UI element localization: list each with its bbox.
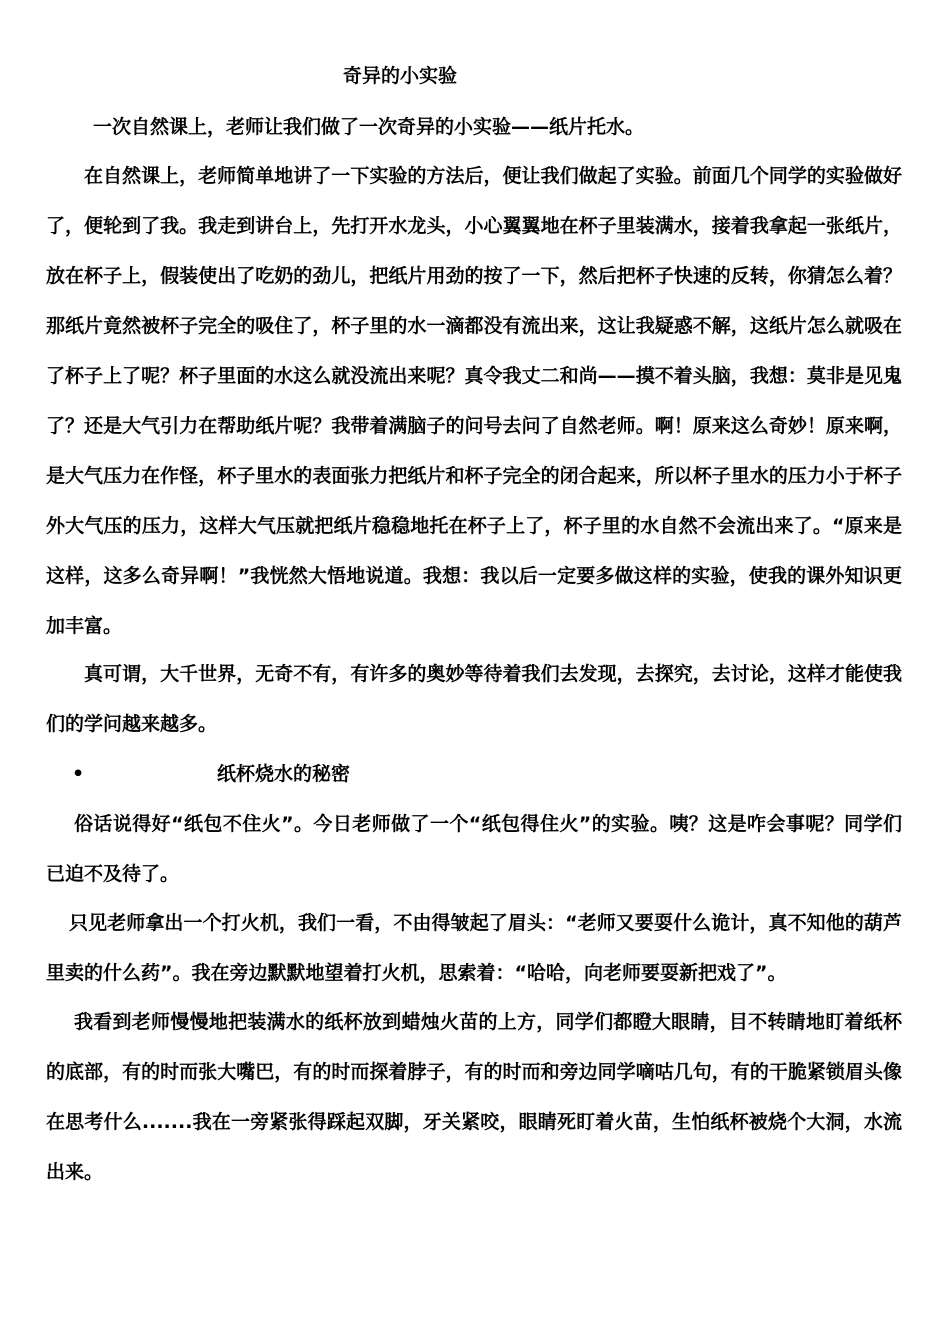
paragraph-experiment: 在自然课上，老师简单地讲了一下实验的方法后，便让我们做起了实验。前面几个同学的实验做好了，便轮到了我。我走到讲台上，先打开水龙头，小心翼翼地在杯子里装满水，接着我拿起一张纸片，放在杯子上，假装使出了吃奶的劲儿，把纸片用劲的按了一下，然后把杯子快速的反转，你猜怎么着？那纸片竟然被杯子完全的吸住了，杯子里的水一滴都没有流出来，这让我疑惑不解，这纸片怎么就吸在了杯子上了呢？杯子里面的水这么就没流出来呢？真令我丈二和尚——摸不着头脑，我想：莫非是见鬼了？还是大气引力在帮助纸片呢？我带着满脑子的问号去问了自然老师。啊！原来这么奇妙！原来啊，是大气压力在作怪，杯子里水的表面张力把纸片和杯子完全的闭合起来，所以杯子里水的压力小于杯子外大气压的压力，这样大气压就把纸片稳稳地托在杯子上了，杯子里的水自然不会流出来了。“原来是这样，这多么奇异啊！”我恍然大悟地说道。我想：我以后一定要多做这样的实验，使我的课外知识更加丰富。 <box>46 165 902 637</box>
paragraph-lighter: 只见老师拿出一个打火机，我们一看，不由得皱起了眉头：“老师又要耍什么诡计，真不知他的葫芦里卖的什么药”。我在旁边默默地望着打火机，思索着：“哈哈，向老师要耍新把戏了”。 <box>46 912 902 984</box>
paragraph-intro: 一次自然课上，老师让我们做了一次奇异的小实验——纸片托水。 <box>93 116 645 138</box>
paragraph-conclusion: 真可谓，大千世界，无奇不有，有许多的奥妙等待着我们去发现，去探究，去讨论，这样才能使我们的学问越来越多。 <box>46 663 902 735</box>
paragraph-saying: 俗话说得好“纸包不住火”。今日老师做了一个“纸包得住火”的实验。咦？这是咋会事呢？同学们已迫不及待了。 <box>46 813 902 885</box>
paragraph-observation: 我看到老师慢慢地把装满水的纸杯放到蜡烛火苗的上方，同学们都瞪大眼睛，目不转睛地盯着纸杯的底部，有的时而张大嘴巴，有的时而探着脖子，有的时而和旁边同学嘀咕几句，有的干脆紧锁眉头像在思考什么.......我在一旁紧张得踩起双脚，牙关紧咬，眼睛死盯着火苗，生怕纸杯被烧个大洞，水流出来。 <box>46 1011 902 1183</box>
section-heading: 纸杯烧水的秘密 <box>217 763 351 785</box>
bullet-icon: • <box>72 763 85 785</box>
document-title: 奇异的小实验 <box>343 65 458 87</box>
